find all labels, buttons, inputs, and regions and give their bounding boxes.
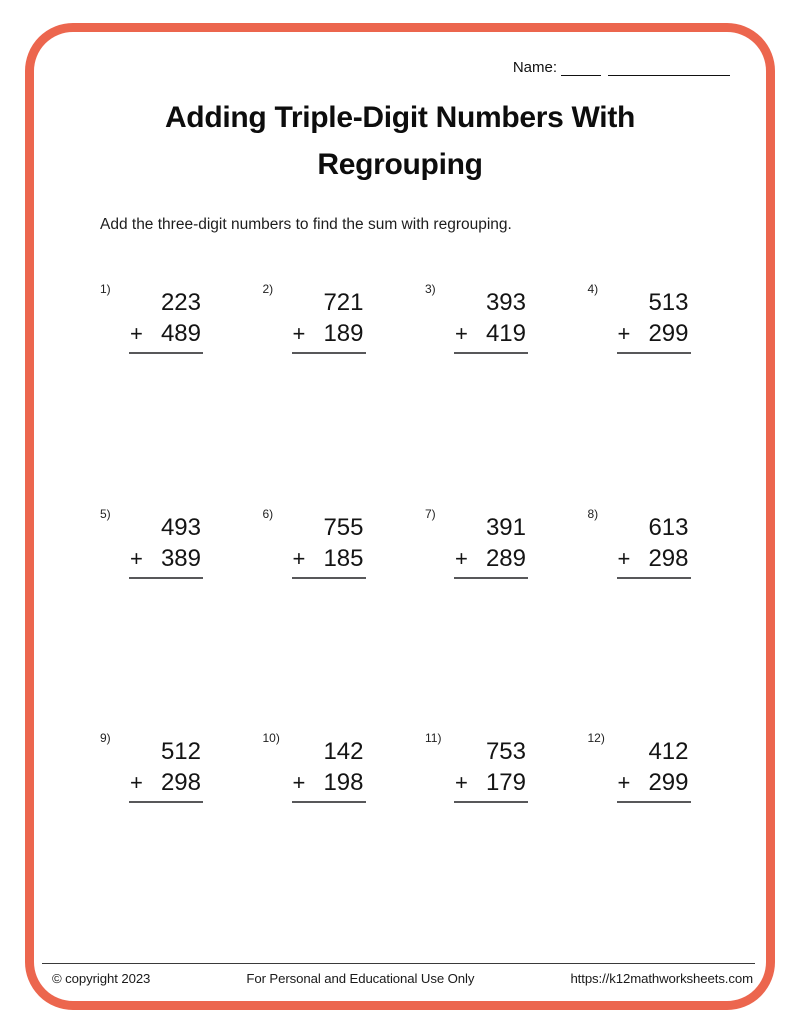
- problem-box: [292, 736, 366, 803]
- plus-sign: +: [130, 770, 143, 795]
- footer-website-link[interactable]: https://k12mathworksheets.com: [570, 971, 753, 986]
- name-row: [513, 59, 730, 76]
- footer: [42, 971, 755, 986]
- plus-sign: +: [292, 770, 306, 795]
- problem-7: [425, 505, 588, 730]
- name-label: Name:: [512, 59, 557, 76]
- problem-1: [100, 280, 263, 505]
- problem-box: [454, 512, 528, 579]
- addend-bottom: 299: [648, 769, 689, 796]
- instructions-text: Add the three-digit numbers to find the sum with regrouping.: [100, 216, 512, 233]
- addend-top: 613: [648, 513, 689, 541]
- problem-box: [617, 512, 691, 579]
- problem-3: [425, 280, 588, 505]
- addend-top: 512: [160, 738, 201, 765]
- addend-bottom: 299: [648, 320, 689, 347]
- footer-copyright: © copyright 2023: [52, 971, 151, 986]
- problem-number-label: 4): [587, 282, 599, 296]
- addend-top: 721: [323, 289, 364, 316]
- problem-number-label: 9): [100, 731, 111, 745]
- addend-top: 412: [648, 738, 689, 765]
- problem-12: [588, 729, 751, 954]
- addend-bottom: 419: [485, 320, 526, 347]
- plus-sign: +: [130, 321, 143, 346]
- addend-top: 142: [323, 738, 364, 765]
- addend-bottom: 298: [648, 544, 689, 572]
- addend-bottom: 289: [485, 544, 526, 572]
- problems-grid: [100, 280, 750, 954]
- problem-number-label: 8): [587, 506, 599, 521]
- page-title-line2: Regrouping: [317, 148, 483, 181]
- footer-divider: [42, 963, 755, 964]
- problem-number-label: 2): [262, 282, 274, 296]
- addend-top: 391: [485, 513, 526, 541]
- addend-top: 493: [160, 513, 201, 541]
- plus-sign: +: [617, 545, 631, 571]
- addend-bottom: 179: [485, 769, 526, 796]
- problem-box: [454, 287, 528, 354]
- plus-sign: +: [292, 321, 306, 346]
- addend-top: 753: [485, 738, 526, 765]
- problem-10: [263, 729, 426, 954]
- problem-box: [617, 736, 691, 803]
- problem-number-label: 11): [425, 731, 442, 745]
- page-title-line1: Adding Triple-Digit Numbers With: [164, 101, 636, 134]
- problem-box: [454, 736, 528, 803]
- problem-number-label: 12): [587, 731, 605, 745]
- plus-sign: +: [455, 545, 468, 571]
- problem-6: [263, 505, 426, 730]
- footer-usage-note: For Personal and Educational Use Only: [246, 971, 475, 986]
- problem-number-label: 6): [262, 506, 274, 521]
- problem-box: [292, 512, 366, 579]
- problem-number-label: 1): [100, 282, 111, 296]
- problem-2: [263, 280, 426, 505]
- plus-sign: +: [617, 770, 631, 795]
- addend-bottom: 489: [160, 320, 201, 347]
- problem-number-label: 10): [262, 731, 280, 745]
- plus-sign: +: [455, 321, 468, 346]
- problem-5: [100, 505, 263, 730]
- addend-bottom: 298: [160, 769, 201, 796]
- addend-bottom: 185: [323, 544, 364, 572]
- problem-number-label: 3): [425, 282, 436, 296]
- problem-9: [100, 729, 263, 954]
- addend-top: 393: [485, 289, 526, 316]
- plus-sign: +: [617, 321, 631, 346]
- problem-box: [129, 512, 203, 579]
- name-blank-line: [561, 59, 601, 76]
- problem-11: [425, 729, 588, 954]
- addend-top: 223: [160, 289, 201, 316]
- problem-number-label: 5): [100, 506, 111, 521]
- problem-box: [129, 736, 203, 803]
- addend-top: 513: [648, 289, 689, 316]
- addend-bottom: 389: [160, 544, 201, 572]
- name-blank-line: [608, 59, 730, 76]
- plus-sign: +: [455, 770, 468, 795]
- plus-sign: +: [292, 545, 306, 571]
- page-title: [0, 94, 800, 188]
- addend-bottom: 198: [323, 769, 364, 796]
- problem-box: [129, 287, 203, 354]
- problem-8: [588, 505, 751, 730]
- problem-box: [617, 287, 691, 354]
- problem-number-label: 7): [425, 506, 436, 521]
- problem-box: [292, 287, 366, 354]
- addend-top: 755: [323, 513, 364, 541]
- plus-sign: +: [130, 545, 143, 571]
- problem-4: [588, 280, 751, 505]
- addend-bottom: 189: [323, 320, 364, 347]
